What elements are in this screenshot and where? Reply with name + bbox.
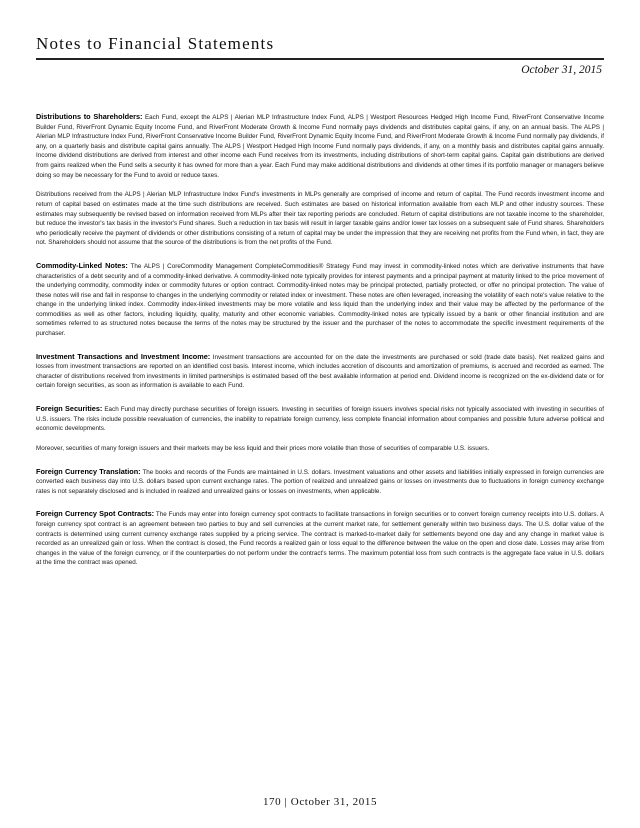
paragraph-text: Each Fund may directly purchase securities of foreign issuers. Investing in securities of foreign issuers involves special risks not typically associated with investing in securities of U.S. issuers. The risks include possible reevaluation of currencies, the inability to repatriate foreign currency, less complete financial information about companies and possible future adverse political and economic developments. [36, 406, 604, 433]
paragraph-text: Distributions received from the ALPS | Alerian MLP Infrastructure Index Fund's investments in MLPs generally are comprised of income and return of capital. The Fund records investment income and return of capital based on estimates made at the time such distributions are received. Such estimates are based on historical information available from each MLP and other industry sources. These estimates may subsequently be revised based on information received from MLPs after their tax reporting periods are concluded. Return of capital distributions are not taxable income to the shareholder, but reduce the investor's tax basis in the investor's Fund shares. Such a reduction in tax basis will result in larger taxable gains and/or lower tax losses on a subsequent sale of Fund shares. Shareholders who periodically receive the payment of dividends or other distributions consisting of a return of capital may be under the impression that they are receiving net profits from the Fund when, in fact, they are not. Shareholders should not assume that the source of the distributions is from the net profits of the Fund. [36, 191, 604, 247]
page-number: 170 [262, 796, 282, 808]
paragraph-text: The books and records of the Funds are maintained in U.S. dollars. Investment valuations and other assets and liabilities initially expressed in foreign currencies are converted each business day into U.S. dollars based upon current exchange rates. The portion of realized and unrealized gains or losses on investments due to fluctuations in foreign currency exchange rates is not separately disclosed and is included in realized and unrealized gains or losses on investments, when applicable. [36, 468, 604, 495]
notes-body [36, 112, 604, 578]
paragraph-distributions [36, 112, 604, 180]
page-title: Notes to Financial Statements [36, 34, 275, 53]
footer-separator: | [284, 796, 288, 808]
paragraph-commodity-linked-notes [36, 261, 604, 339]
section-heading-investment-transactions: Investment Transactions and Investment Income: [36, 351, 211, 361]
paragraph-foreign-currency-spot-contracts [36, 509, 604, 568]
paragraph-investment-transactions [36, 352, 604, 391]
paragraph-text: Investment transactions are accounted for on the date the investments are purchased or sold (trade date basis). Net realized gains and losses from investment transactions are reported on an identified cost basis. Interest income, which includes accretion of discounts and amortization of premiums, is accrued and recorded as earned. The character of distributions received from investments in limited partnerships is estimated based off the best available information at period end. Dividend income is recognized on the ex-dividend date or for certain foreign securities, as soon as information is available to each Fund. [36, 353, 604, 390]
section-heading-distributions: Distributions to Shareholders: [36, 112, 143, 121]
title-divider [36, 58, 604, 60]
paragraph-text: The Funds may enter into foreign currency spot contracts to facilitate transactions in foreign securities or to convert foreign currency receipts into U.S. dollars. A foreign currency spot contract is an agreement between two parties to buy and sell currencies at the current market rate, for settlement generally within two business days. The U.S. dollar value of the contracts is determined using current currency exchange rates supplied by a pricing service. The contract is marked-to-market daily for settlements beyond one day and any change in market value is recorded as an unrealized gain or loss. When the contract is closed, the Fund records a realized gain or loss equal to the difference between the value on the open and close date. Losses may arise from changes in the value of the foreign currency, or if the counterparties do not perform under the contract's terms. The maximum potential loss from such contracts is the aggregate face value in U.S. dollars at the time the contract was opened. [36, 511, 605, 567]
page-footer [0, 796, 640, 808]
paragraph-mlp-distributions [36, 190, 604, 248]
section-heading-foreign-securities: Foreign Securities: [36, 404, 103, 414]
section-heading-foreign-currency-translation: Foreign Currency Translation: [36, 466, 141, 476]
footer-date: October 31, 2015 [290, 796, 378, 808]
report-date: October 31, 2015 [521, 64, 602, 76]
section-heading-foreign-currency-spot-contracts: Foreign Currency Spot Contracts: [36, 509, 155, 519]
paragraph-foreign-securities-liquidity [36, 444, 604, 454]
section-heading-commodity-linked-notes: Commodity-Linked Notes: [36, 260, 128, 270]
paragraph-foreign-currency-translation [36, 467, 604, 497]
paragraph-text: Each Fund, except the ALPS | Alerian MLP Infrastructure Index Fund, ALPS | Westport Resources Hedged High Income Fund, RiverFront Conservative Income Builder Fund, RiverFront Dynamic Equity Income Fund, and RiverFront Moderate Growth & Income Fund normally pays dividends and distributes capital gains, if any, on an annual basis. The ALPS | Alerian MLP Infrastructure Index Fund, RiverFront Conservative Income Builder Fund, RiverFront Dynamic Equity Income Fund, and RiverFront Moderate Growth & Income Fund normally pay dividends, if any, on a quarterly basis and distribute capital gains annually. The ALPS | Westport Hedged High Income Fund normally pays dividends, if any, on a monthly basis and distributes capital gains annually. Income dividend distributions are derived from interest and other income each Fund receives from its investments, including distributions of short-term capital gains. Capital gain distributions are derived from gains realized when the Fund sells a security it has owned for more than a year. Each Fund may make additional distributions and dividends at other times if its portfolio manager or managers believe doing so may be necessary for the Fund to avoid or reduce taxes. [36, 114, 604, 179]
paragraph-text: The ALPS | CoreCommodity Management CompleteCommodities® Strategy Fund may invest in commodity-linked notes which are derivative instruments that have characteristics of a debt security and of a commodity-linked derivative. A commodity-linked note typically provides for interest payments and a principal payment at maturity linked to the price movement of the underlying commodity, commodity index or commodity futures or option contract. Commodity-linked notes may be principal protected, partially protected, or offer no principal protection. The value of these notes will rise and fall in response to changes in the underlying commodity or related index or investment. These notes are often leveraged, increasing the volatility of each note's value relative to the change in the underlying linked index. Commodity index-linked investments may be more volatile and less liquid than the underlying index and their value may be affected by the performance of the commodities as well as other factors, including liquidity, quality, maturity and other economic variables. Commodity-linked notes are typically issued by a bank or other financial institution and are sometimes referred to as structured notes because the terms of the notes may be structured by the issuer and the purchaser of the notes to accommodate the specific investment requirements of the purchaser. [36, 262, 604, 338]
paragraph-text: Moreover, securities of many foreign issuers and their markets may be less liquid and their prices more volatile than those of securities of comparable U.S. issuers. [36, 445, 490, 452]
paragraph-foreign-securities [36, 404, 604, 434]
